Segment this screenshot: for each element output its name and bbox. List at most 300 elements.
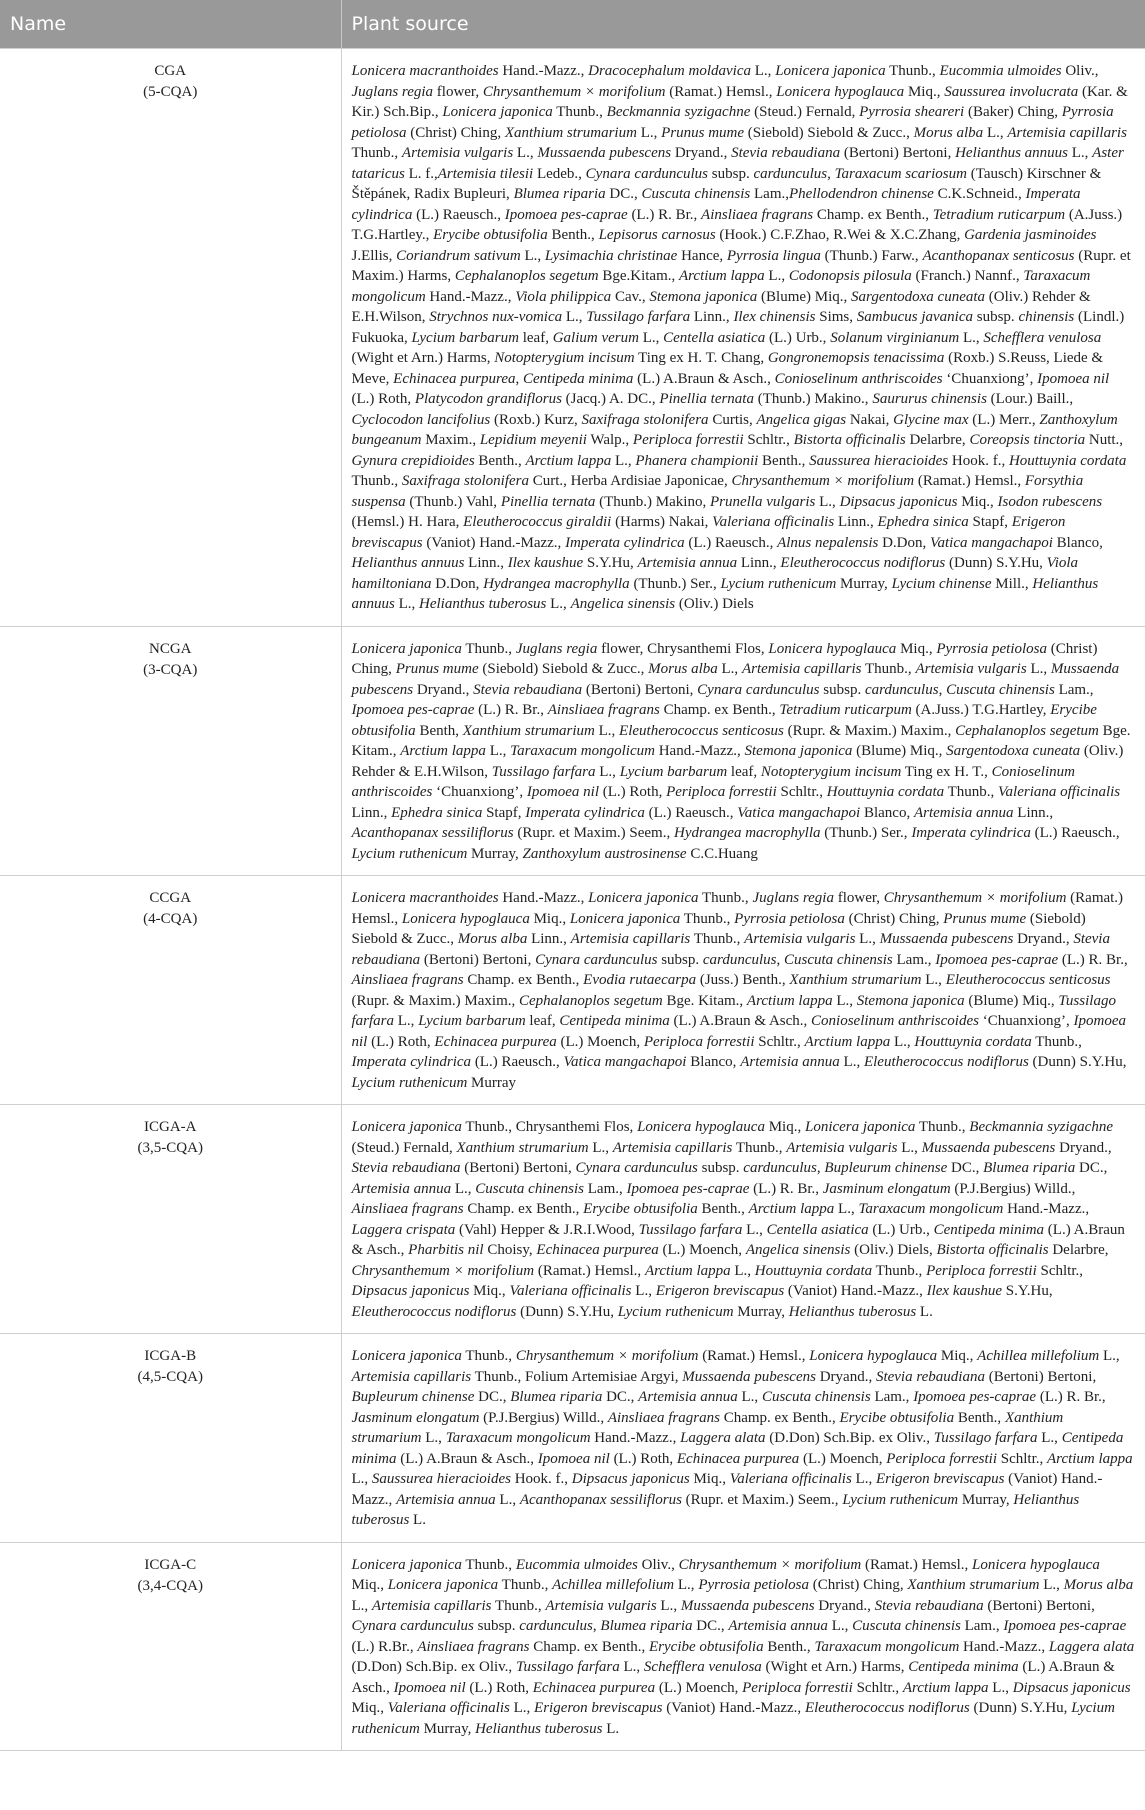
source-text: (Lour.) Baill., <box>986 391 1074 407</box>
species-name: Pyrrosia petiolosa <box>351 104 1114 141</box>
species-name: Notopterygium incisum <box>760 763 902 780</box>
species-name: Schefflera venulosa <box>643 1659 762 1675</box>
source-text: (Harms) Nakai, <box>611 514 713 530</box>
species-name: Ipomoea nil <box>393 1679 466 1696</box>
source-text: L., <box>988 1679 1013 1696</box>
source-text: (L.) Urb., <box>765 329 831 346</box>
species-name: Lonicera japonica <box>351 1556 462 1573</box>
source-text: (L.) Moench, <box>799 1450 887 1467</box>
species-name: Artemisia capillaris <box>1007 124 1127 141</box>
species-name: Lonicera japonica <box>442 104 553 120</box>
source-text: flower, <box>433 83 483 100</box>
source-text: Champ. ex Benth., <box>463 972 584 988</box>
compound-name-cell <box>0 1105 341 1334</box>
species-name: Centipeda minima <box>908 1659 1019 1675</box>
source-text: (Thunb.) Vahl, <box>405 493 501 510</box>
source-text: Champ. ex Benth., <box>463 1201 584 1217</box>
species-name: Centipeda minima <box>933 1221 1045 1238</box>
table-row <box>0 626 1145 876</box>
source-text: (L.) Raeusch., <box>412 206 505 223</box>
species-name: Arctium lappa <box>644 1262 731 1279</box>
source-text: Thunb., <box>491 1597 546 1614</box>
source-text: Thunb., <box>461 1556 516 1573</box>
source-text: Maxim., <box>421 432 480 448</box>
source-text: L. <box>916 1303 933 1320</box>
source-text: L., <box>737 1389 762 1405</box>
source-text: L., <box>1039 1577 1064 1593</box>
source-text: (Christ) Ching, <box>351 640 1098 677</box>
table-body <box>0 49 1145 1751</box>
source-text: , <box>776 951 784 968</box>
source-text: (Oliv.) Diels, <box>850 1242 937 1258</box>
source-text: (Bertoni) Bertoni, <box>460 1160 576 1176</box>
source-text: ‘Chuanxiong’, <box>432 784 527 800</box>
species-name: Mussaenda pubescens <box>682 1368 816 1385</box>
species-name: Ephedra sinica <box>877 514 969 530</box>
species-name: Pyrrosia petiolosa <box>698 1577 810 1593</box>
source-text: L., <box>983 124 1008 141</box>
source-text: L., <box>351 1597 372 1614</box>
species-name: Tussilago farfara <box>933 1430 1038 1446</box>
source-text: L. <box>409 1512 426 1528</box>
compound-name-cell <box>0 49 341 627</box>
source-text: L., <box>1068 145 1093 161</box>
species-name: Lycium ruthenicum <box>842 1491 959 1508</box>
source-text: (D.Don) Sch.Bip. ex Oliv., <box>765 1430 934 1446</box>
species-name: Ipomoea nil <box>1037 370 1110 387</box>
species-name: Pyrrosia sheareri <box>859 104 965 120</box>
species-name: Artemisia vulgaris <box>744 931 856 947</box>
source-text: (L.) Urb., <box>868 1221 934 1238</box>
source-text: Blanco, <box>1052 534 1103 551</box>
source-text: L., <box>394 1013 419 1029</box>
plant-source-cell <box>341 49 1145 627</box>
species-name: Lycium ruthenicum <box>720 575 837 592</box>
source-text: Ting ex H. T. Chang, <box>634 350 768 366</box>
plant-source-cell <box>341 1542 1145 1751</box>
source-text: L., <box>485 743 511 759</box>
species-name: Centella asiatica <box>663 329 766 346</box>
source-text: L. f., <box>404 165 438 182</box>
source-text: L., <box>631 1283 656 1299</box>
species-name: Eucommia ulmoides <box>515 1556 638 1573</box>
source-text: Murray, <box>733 1303 789 1320</box>
source-text: Thunb., Chrysanthemi Flos, <box>461 1119 638 1135</box>
species-name: Eleutherococcus nodiflorus <box>351 1303 517 1320</box>
source-text: L., <box>619 1659 644 1675</box>
source-text: (Thunb.) Farw., <box>820 247 923 264</box>
source-text: flower, Chrysanthemi Flos, <box>597 640 769 657</box>
source-text: Linn., <box>737 555 781 571</box>
source-text: Bge.Kitam., <box>598 268 679 284</box>
source-text: (Lindl.) Fukuoka, <box>351 309 1125 346</box>
source-text: (Vaniot) Hand.-Mazz., <box>422 534 566 551</box>
species-name: Erycibe obtusifolia <box>649 1638 764 1655</box>
source-text: (A.Juss.) T.G.Hartley, <box>911 702 1051 718</box>
species-name: Ainsliaea fragrans <box>607 1409 720 1426</box>
species-name: Lonicera japonica <box>775 63 886 79</box>
species-name: Valeriana officinalis <box>387 1700 510 1716</box>
species-name: Erycibe obtusifolia <box>351 702 1097 739</box>
source-text: Champ. ex Benth., <box>813 206 933 223</box>
column-header-name: Name <box>0 0 341 49</box>
species-name: Helianthus tuberosus <box>419 596 547 612</box>
source-text: (Dunn) S.Y.Hu, <box>516 1303 618 1320</box>
source-text: (L.) R. Br., <box>1036 1389 1106 1405</box>
species-name: Morus alba <box>1063 1577 1134 1593</box>
species-name: Morus alba <box>457 931 528 947</box>
species-name: Stevia rebaudiana <box>875 1368 985 1385</box>
source-text: Hand.-Mazz., <box>959 1638 1049 1655</box>
compound-abbreviation: (5-CQA) <box>143 84 198 100</box>
species-name: Artemisia capillaris <box>612 1139 733 1156</box>
species-name: Echinacea purpurea <box>434 1033 557 1050</box>
source-text: L., <box>832 992 857 1009</box>
source-text: Thunb., <box>732 1139 787 1156</box>
source-text: Curt., Herba Ardisiae Japonicae, <box>529 473 732 489</box>
species-name: Xanthium strumarium <box>504 124 637 141</box>
source-text: Benth., <box>763 1638 815 1655</box>
source-text: (L.) Merr., <box>968 411 1040 428</box>
source-text: L., <box>855 931 880 947</box>
source-text: (Kar. & Kir.) Sch.Bip., <box>351 83 1128 120</box>
species-name: Tetradium ruticarpum <box>779 702 912 718</box>
source-text: (Thunb.) Makino, <box>595 493 710 510</box>
species-name: Arctium lappa <box>525 452 612 469</box>
species-name: Dracocephalum moldavica <box>588 63 752 79</box>
source-text: L., <box>638 329 664 346</box>
species-name: Mussaenda pubescens <box>680 1597 815 1614</box>
source-text: (L.) A.Braun & Asch., <box>669 1013 812 1029</box>
source-text: Murray, <box>467 845 523 862</box>
source-text: S.Y.Hu, <box>583 555 638 571</box>
source-text: Benth, <box>415 722 463 739</box>
source-text: D.Don, <box>431 575 484 592</box>
species-name: cardunculus <box>753 165 828 182</box>
species-name: Bupleurum chinense <box>824 1160 948 1176</box>
source-text: L., <box>834 1201 859 1217</box>
species-name: Echinacea purpurea <box>393 370 516 387</box>
source-text: Thunb., <box>861 661 916 677</box>
source-text: (Vaniot) Hand.-Mazz., <box>662 1700 805 1716</box>
source-text: Hand.-Mazz., <box>425 288 516 305</box>
compound-name: ICGA-B <box>144 1348 197 1364</box>
species-name: Helianthus annuus <box>351 575 1099 612</box>
species-name: Chrysanthemum × morifolium <box>515 1348 699 1364</box>
species-name: Dipsacus japonicus <box>351 1283 470 1299</box>
species-name: Cephalanoplos segetum <box>519 992 663 1009</box>
source-text: (Siebold) Siebold & Zucc., <box>478 661 649 677</box>
species-name: Ipomoea pes-caprae <box>935 951 1059 968</box>
species-name: Juglans regia <box>351 83 434 100</box>
species-name: Lonicera japonica <box>569 910 681 927</box>
source-text: L., <box>520 247 545 264</box>
species-name: Pyrrosia petiolosa <box>734 910 845 927</box>
species-name: Echinacea purpurea <box>676 1450 800 1467</box>
source-text: Miq., <box>764 1119 805 1135</box>
source-text: L., <box>839 1054 864 1070</box>
source-text: Cav., <box>611 288 650 305</box>
compound-name-cell <box>0 626 341 876</box>
source-text: ‘Chuanxiong’, <box>942 370 1038 387</box>
source-text: Thunb., <box>351 473 402 489</box>
source-text: (Wight et Arn.) Harms, <box>761 1659 909 1675</box>
species-name: Phanera championii <box>635 452 759 469</box>
source-text: (A.Juss.) T.G.Hartley., <box>351 206 1123 243</box>
species-name: Lonicera hypoglauca <box>776 83 905 100</box>
source-text: (Steud.) Fernald, <box>750 104 860 120</box>
source-text: Murray, <box>958 1491 1014 1508</box>
source-text: (Rupr. et Maxim.) Seem., <box>681 1491 843 1508</box>
species-name: Artemisia capillaris <box>351 1368 472 1385</box>
compound-name: CGA <box>154 63 187 79</box>
source-text: Miq., <box>351 1577 388 1593</box>
source-text: Stapf, <box>968 514 1012 530</box>
source-text: (Jacq.) A. DC., <box>561 391 660 407</box>
source-text: (Ramat.) Hemsl., <box>861 1556 973 1573</box>
species-name: Sargentodoxa cuneata <box>946 743 1081 759</box>
source-text: Miq., <box>937 1348 978 1364</box>
species-name: Dipsacus japonicus <box>1012 1679 1131 1696</box>
species-name: Helianthus tuberosus <box>788 1303 917 1320</box>
source-text: subsp. <box>473 1618 520 1634</box>
source-text: L., <box>921 972 946 988</box>
source-text: (Thunb.) Ser., <box>629 575 721 592</box>
source-text: L., <box>730 1262 755 1279</box>
species-name: Platycodon grandiflorus <box>414 391 562 407</box>
species-name: Sambucus javanica <box>856 309 973 325</box>
species-name: Eleutherococcus senticosus <box>619 722 784 739</box>
source-text: S.Y.Hu, <box>1002 1283 1053 1299</box>
species-name: Angelica gigas <box>756 411 847 428</box>
species-name: Lepidium meyenii <box>479 432 587 448</box>
species-name: Lonicera japonica <box>351 1348 462 1364</box>
species-name: Juglans regia <box>752 890 834 906</box>
species-name: Cynara cardunculus <box>535 951 658 968</box>
source-text: Thunb., <box>1031 1033 1082 1050</box>
species-name: Erycibe obtusifolia <box>839 1409 955 1426</box>
source-text: L., <box>1026 661 1051 677</box>
species-name: Eleutherococcus nodiflorus <box>804 1700 970 1716</box>
source-text: (L.) Roth, <box>367 1033 435 1050</box>
species-name: Taraxacum scariosum <box>834 165 967 182</box>
species-name: Ipomoea pes-caprae <box>351 702 475 718</box>
species-name: Taraxacum mongolicum <box>351 268 1091 305</box>
source-text: Lam., <box>1054 681 1094 698</box>
species-name: Lonicera japonica <box>588 890 699 906</box>
source-text: Thunb., <box>698 890 753 906</box>
source-text: Murray, <box>836 575 892 592</box>
species-name: Centipeda minima <box>523 370 634 387</box>
species-name: Cephalanoplos segetum <box>454 268 599 284</box>
source-text: (Thunb.) Ser., <box>820 825 912 841</box>
species-name: Blumea riparia <box>510 1389 603 1405</box>
species-name: Laggera alata <box>1048 1638 1135 1655</box>
source-text: leaf, <box>727 763 761 780</box>
source-text: Dryand., <box>815 1368 876 1385</box>
species-name: Artemisia vulgaris <box>545 1597 657 1614</box>
source-text: Thunb., <box>944 784 999 800</box>
source-text: (Roxb.) Kurz, <box>490 411 582 428</box>
species-name: Tetradium ruticarpum <box>932 206 1066 223</box>
table-row <box>0 876 1145 1105</box>
source-text: , <box>592 1618 601 1634</box>
species-name: Houttuynia cordata <box>826 784 945 800</box>
source-text: Hook. f., <box>948 452 1009 469</box>
species-name: cardunculus <box>864 681 939 698</box>
source-text: (L.) Roth, <box>609 1450 677 1467</box>
species-name: Ipomoea pes-caprae <box>913 1389 1037 1405</box>
source-text: (L.) R. Br., <box>627 206 702 223</box>
compound-abbreviation: (3,5-CQA) <box>137 1140 203 1156</box>
species-name: Valeriana officinalis <box>729 1471 852 1487</box>
species-name: Lonicera hypoglauca <box>972 1556 1100 1573</box>
source-text: Hand.-Mazz., <box>1003 1201 1090 1217</box>
species-name: Pyrrosia petiolosa <box>936 640 1048 657</box>
source-text: subsp. <box>973 309 1019 325</box>
species-name: Sargentodoxa cuneata <box>851 288 986 305</box>
source-text: (L.) R. Br., <box>474 702 548 718</box>
species-name: Achillea millefolium <box>552 1577 675 1593</box>
species-name: Imperata cylindrica <box>351 1054 472 1070</box>
source-text: L., <box>959 329 984 346</box>
species-name: Lycium barbarum <box>619 763 728 780</box>
source-text: (Bertoni) Bertoni, <box>983 1597 1095 1614</box>
species-name: Schefflera venulosa <box>983 329 1102 346</box>
species-name: Xanthium strumarium <box>351 1409 1064 1446</box>
source-text: (L.) Moench, <box>658 1242 746 1258</box>
source-text: Linn., <box>527 931 571 947</box>
species-name: Arctium lappa <box>678 268 765 284</box>
source-text: (Baker) Ching, <box>964 104 1062 120</box>
source-text: (Blume) Miq., <box>852 743 947 759</box>
species-name: Cynara cardunculus <box>351 1618 474 1634</box>
species-name: Taraxacum mongolicum <box>445 1430 591 1446</box>
source-text: Miq., <box>469 1283 510 1299</box>
species-name: Cuscuta chinensis <box>784 951 893 968</box>
source-text: Benth., <box>547 227 599 243</box>
species-name: Cuscuta chinensis <box>852 1618 961 1634</box>
source-text: (Christ) Ching, <box>809 1577 908 1593</box>
source-text: Dryand., <box>671 145 732 161</box>
compound-abbreviation: (3,4-CQA) <box>137 1577 203 1594</box>
source-text: , <box>827 165 835 182</box>
source-text: (L.) Roth, <box>465 1679 533 1696</box>
species-name: Tussilago farfara <box>491 763 596 780</box>
species-name: Beckmannia syzigachne <box>969 1119 1113 1135</box>
source-text: (Tausch) Kirschner & Štěpánek, Radix Bupleuri, <box>351 165 1102 202</box>
species-name: Arctium lappa <box>748 1201 835 1217</box>
source-text: (Blume) Miq., <box>964 992 1059 1009</box>
species-name: Ilex kaushue <box>507 555 584 571</box>
source-text: L., <box>421 1430 446 1446</box>
source-text: (Ramat.) Hemsl., <box>665 83 777 100</box>
source-text: subsp. <box>819 681 865 698</box>
species-name: Dipsacus japonicus <box>839 493 958 510</box>
species-name: Ephedra sinica <box>391 804 483 821</box>
species-name: Echinacea purpurea <box>536 1242 659 1258</box>
species-name: Saussurea involucrata <box>944 83 1079 100</box>
source-text: L., <box>394 596 420 612</box>
source-text: , <box>938 681 947 698</box>
source-text: Schltr., <box>996 1450 1047 1467</box>
species-name: Acanthopanax sessiliflorus <box>351 825 514 841</box>
species-name: Imperata cylindrica <box>911 825 1031 841</box>
species-name: Cynara cardunculus <box>575 1160 698 1176</box>
species-name: Valeriana officinalis <box>998 784 1121 800</box>
species-name: Lonicera japonica <box>351 640 462 657</box>
species-name: Lonicera macranthoides <box>351 890 499 906</box>
source-text: Champ. ex Benth., <box>529 1638 650 1655</box>
species-name: Chrysanthemum × morifolium <box>482 83 666 100</box>
source-text: Thunb., <box>885 63 940 79</box>
source-text: Hand.-Mazz., <box>498 63 589 79</box>
source-text: (Bertoni) Bertoni, <box>420 951 536 968</box>
source-text: Hand.-Mazz., <box>654 743 745 759</box>
species-name: Houttuynia cordata <box>914 1033 1032 1050</box>
compound-abbreviation: (4,5-CQA) <box>137 1369 203 1385</box>
source-text: Ting ex H. T., <box>901 763 992 780</box>
species-name: Imperata cylindrica <box>565 534 685 551</box>
species-name: Prunus mume <box>395 661 479 677</box>
species-name: Valeriana officinalis <box>712 514 835 530</box>
species-name: Mussaenda pubescens <box>537 145 672 161</box>
source-text: L. <box>602 1720 620 1737</box>
source-text: Bge. Kitam., <box>662 992 747 1009</box>
species-name: Ipomoea nil <box>526 784 599 800</box>
source-text: leaf, <box>525 1013 560 1029</box>
source-text: Thunb., <box>461 640 516 657</box>
source-text: Benth., <box>758 452 810 469</box>
source-text: flower, <box>833 890 884 906</box>
source-text: , <box>515 370 523 387</box>
species-name: Artemisia annua <box>396 1491 496 1508</box>
source-text: subsp. <box>708 165 754 182</box>
species-name: Ainsliaea fragrans <box>547 702 660 718</box>
species-name: Lepisorus carnosus <box>598 227 716 243</box>
species-name: Stevia rebaudiana <box>351 1160 461 1176</box>
species-name: Stevia rebaudiana <box>351 931 1110 968</box>
source-text: (Dunn) S.Y.Hu, <box>969 1700 1072 1716</box>
source-text: (Hook.) C.F.Zhao, R.Wei & X.C.Zhang, <box>715 227 965 243</box>
species-name: Coreopsis tinctoria <box>969 432 1086 448</box>
source-text: (D.Don) Sch.Bip. ex Oliv., <box>351 1659 516 1675</box>
source-text: (L.) R. Br., <box>1058 951 1128 968</box>
species-name: Lycium ruthenicum <box>351 1074 468 1091</box>
species-name: Artemisia annua <box>638 1389 738 1405</box>
species-name: Blumea riparia <box>513 186 606 202</box>
source-text: L., <box>588 1139 613 1156</box>
source-text: (L.) Moench, <box>655 1679 743 1696</box>
source-text: Lam., <box>584 1180 627 1197</box>
species-name: Xanthium strumarium <box>462 722 595 739</box>
source-text: C.K.Schneid., <box>933 186 1026 202</box>
species-name: Aster tataricus <box>351 145 1124 182</box>
species-name: Periploca forrestii <box>666 784 777 800</box>
species-name: Xanthium strumarium <box>907 1577 1040 1593</box>
source-text: Sims, <box>815 309 857 325</box>
species-name: Pharbitis nil <box>408 1242 484 1258</box>
species-name: Erigeron breviscapus <box>875 1471 1005 1487</box>
compound-name-cell <box>0 1334 341 1543</box>
compound-abbreviation: (4-CQA) <box>143 911 198 927</box>
species-name: Erycibe obtusifolia <box>433 227 548 243</box>
species-name: Vatica mangachapoi <box>737 804 861 821</box>
species-name: Pinellia ternata <box>659 391 754 407</box>
source-text: Ledeb., <box>533 165 586 182</box>
species-name: Saururus chinensis <box>872 391 987 407</box>
source-text: L., <box>509 1700 535 1716</box>
